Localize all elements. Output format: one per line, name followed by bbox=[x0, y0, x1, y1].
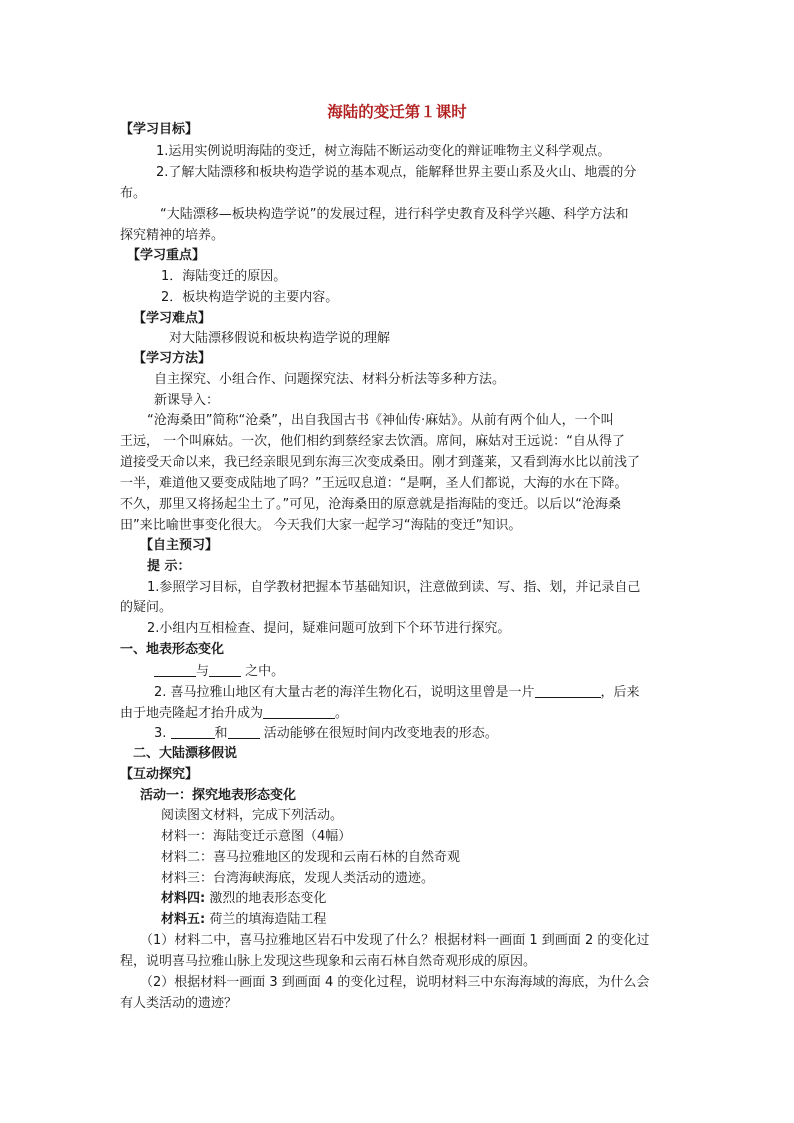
intro-line-6: 田”来比喻世事变化很大。 今天我们大家一起学习“海陆的变迁”知识。 bbox=[120, 518, 522, 533]
activity-instruction: 阅读图文材料，完成下列活动。 bbox=[161, 808, 344, 823]
fill-blank[interactable] bbox=[171, 724, 215, 739]
methods-heading: 【学习方法】 bbox=[133, 351, 212, 366]
preview-item-1-line-2: 的疑问。 bbox=[120, 600, 173, 615]
methods-text: 自主探究、小组合作、问题探究法、材料分析法等多种方法。 bbox=[154, 372, 506, 387]
material-5: 材料五: 荷兰的填海造陆工程 bbox=[161, 912, 327, 927]
key-point-1: 1．海陆变迁的原因。 bbox=[161, 269, 287, 284]
difficulty-1: 对大陆漂移假说和板块构造学说的理解 bbox=[169, 331, 391, 346]
material-2: 材料二：喜马拉雅地区的发现和云南石林的自然奇观 bbox=[161, 850, 461, 865]
fill-question-2-line-1: 2. 喜马拉雅山地区有大量古老的海洋生物化石，说明这里曾是一片 ，后来 bbox=[154, 685, 640, 700]
intro-line-4: 一半，难道他又要变成陆地了吗？”王远叹息道：“是啊，圣人们都说，大海的水在下降。 bbox=[120, 476, 628, 491]
intro-line-3: 道接受天命以来，我已经亲眼见到东海三次变成桑田。刚才到蓬莱，又看到海水比以前浅了 bbox=[120, 455, 641, 470]
objective-3-line-1: “大陆漂移—板块构造学说”的发展过程，进行科学史教育及科学兴趣、科学方法和 bbox=[160, 207, 629, 222]
material-4: 材料四: 激烈的地表形态变化 bbox=[161, 891, 327, 906]
key-point-2: 2．板块构造学说的主要内容。 bbox=[161, 290, 339, 305]
question-1-line-2: 程，说明喜马拉雅山脉上发现这些现象和云南石林自然奇观形成的原因。 bbox=[120, 954, 537, 969]
interactive-heading: 【互动探究】 bbox=[120, 767, 199, 782]
question-2-line-2: 有人类活动的遗迹？ bbox=[120, 996, 238, 1011]
difficulties-heading: 【学习难点】 bbox=[133, 311, 212, 326]
section-2-heading: 二、大陆漂移假说 bbox=[133, 746, 238, 761]
objective-2-line-1: 2.了解大陆漂移和板块构造学说的基本观点，能解释世界主要山系及火山、地震的分 bbox=[156, 165, 637, 180]
fill-blank[interactable] bbox=[154, 662, 196, 677]
objectives-heading: 【学习目标】 bbox=[120, 122, 199, 137]
objective-2-line-2: 布。 bbox=[120, 186, 147, 201]
preview-heading: 【自主预习】 bbox=[140, 538, 219, 553]
fill-question-2-line-2: 由于地壳隆起才抬升成为 。 bbox=[120, 706, 349, 721]
material-1: 材料一：海陆变迁示意图（4幅） bbox=[161, 829, 352, 844]
objective-3-line-2: 探究精神的培养。 bbox=[120, 228, 225, 243]
intro-heading: 新课导入： bbox=[154, 393, 220, 408]
fill-blank[interactable] bbox=[228, 724, 260, 739]
preview-hint: 提 示： bbox=[147, 559, 191, 574]
fill-blank[interactable] bbox=[209, 662, 241, 677]
fill-blank[interactable] bbox=[535, 683, 601, 698]
preview-item-1-line-1: 1.参照学习目标，自学教材把握本节基础知识，注意做到读、写、指、划，并记录自己 bbox=[147, 580, 641, 595]
objective-1: 1.运用实例说明海陆的变迁，树立海陆不断运动变化的辩证唯物主义科学观点。 bbox=[156, 144, 611, 159]
intro-line-5: 不久，那里又将扬起尘土了。”可见，沧海桑田的原意就是指海陆的变迁。以后以“沧海桑 bbox=[120, 497, 621, 512]
material-3: 材料三：台湾海峡海底，发现人类活动的遗迹。 bbox=[161, 871, 435, 886]
fill-question-3: 3. 和 活动能够在很短时间内改变地表的形态。 bbox=[154, 726, 498, 741]
activity-title: 活动一：探究地表形态变化 bbox=[140, 788, 297, 803]
intro-line-1: “沧海桑田”简称“沧桑”，出自我国古书《神仙传·麻姑》。从前有两个仙人，一个叫 bbox=[147, 413, 614, 428]
question-2-line-1: （2）根据材料一画面 3 到画面 4 的变化过程，说明材料三中东海海域的海底，为什么会 bbox=[140, 975, 650, 990]
intro-line-2: 王远， 一个叫麻姑。一次，他们相约到蔡经家去饮酒。席间，麻姑对王远说：“自从得了 bbox=[120, 434, 625, 449]
key-points-heading: 【学习重点】 bbox=[127, 248, 206, 263]
fill-blank[interactable] bbox=[263, 704, 335, 719]
section-1-heading: 一、地表形态变化 bbox=[120, 642, 225, 657]
question-1-line-1: （1）材料二中，喜马拉雅地区岩石中发现了什么？根据材料一画面 1 到画面 2 的变化过 bbox=[140, 933, 650, 948]
page-title: 海陆的变迁第１课时 bbox=[327, 102, 467, 121]
preview-item-2: 2.小组内互相检查、提问，疑难问题可放到下个环节进行探究。 bbox=[147, 621, 511, 636]
fill-question-1: 与 之中。 bbox=[154, 662, 284, 681]
